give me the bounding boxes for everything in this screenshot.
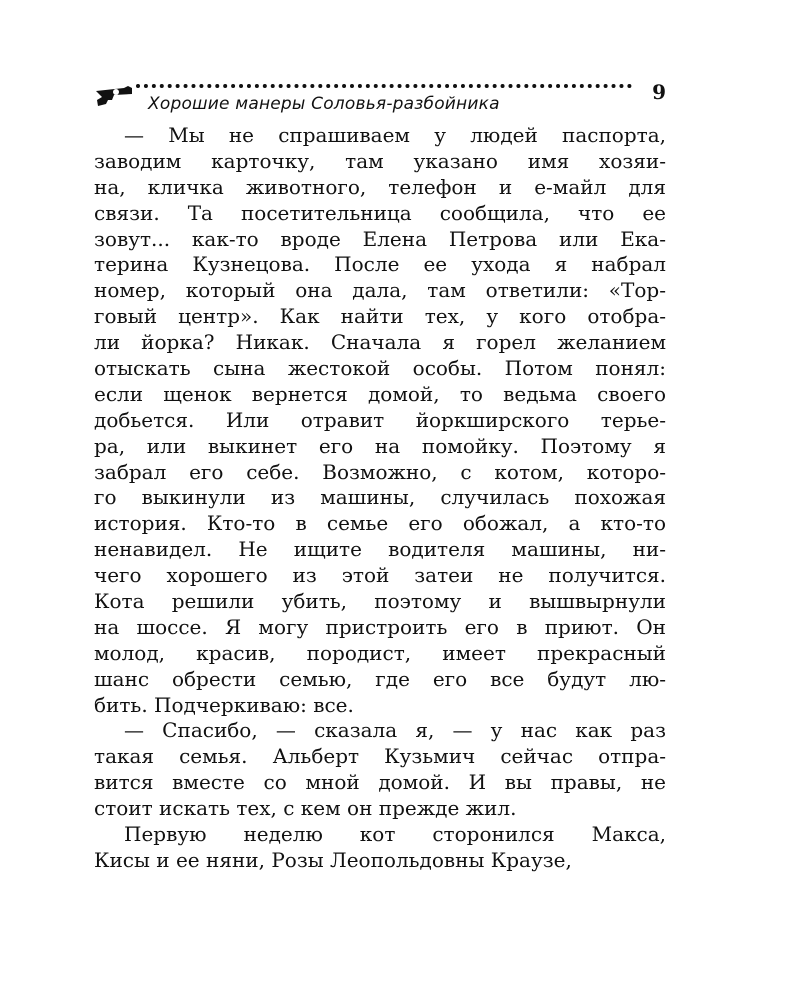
text-line: шанс обрести семью, где его все будут лю- xyxy=(94,666,666,691)
running-title: Хорошие манеры Соловья-разбойника xyxy=(148,94,500,114)
text-line: если щенок вернется домой, то ведьма своего xyxy=(94,381,666,406)
text-line: бить. Подчеркиваю: все. xyxy=(94,692,354,717)
text-line: — Спасибо, — сказала я, — у нас как раз xyxy=(124,718,666,743)
text-line: номер, который она дала, там ответили: «Тор- xyxy=(94,278,666,303)
text-line: Кота решили убить, поэтому и вышвырнули xyxy=(94,589,666,614)
paragraph xyxy=(94,123,666,718)
text-line: добьется. Или отравит йоркширского терье- xyxy=(94,407,666,432)
text-line: забрал его себе. Возможно, с котом, которо- xyxy=(94,459,666,484)
page-number: 9 xyxy=(652,80,666,104)
revolver-icon xyxy=(94,82,138,108)
text-line: стоит искать тех, с кем он прежде жил. xyxy=(94,796,517,821)
text-line: чего хорошего из этой затеи не получится. xyxy=(94,563,666,588)
text-line: терина Кузнецова. После ее ухода я набрал xyxy=(94,252,666,277)
text-line: вится вместе со мной домой. И вы правы, не xyxy=(94,770,666,795)
text-line: связи. Та посетительница сообщила, что ее xyxy=(94,200,666,225)
text-line: такая семья. Альберт Кузьмич сейчас отпра- xyxy=(94,744,666,769)
text-line: ли йорка? Никак. Сначала я горел желанием xyxy=(94,330,666,355)
paragraph xyxy=(94,822,666,874)
text-line: заводим карточку, там указано имя хозяи- xyxy=(94,148,666,173)
text-line: история. Кто-то в семье его обожал, а кто-то xyxy=(94,511,666,536)
text-line: Первую неделю кот сторонился Макса, xyxy=(124,822,666,847)
text-line: молод, красив, породист, имеет прекрасный xyxy=(94,640,666,665)
running-header xyxy=(94,78,666,118)
text-line: ра, или выкинет его на помойку. Поэтому я xyxy=(94,433,666,458)
text-line: — Мы не спрашиваем у людей паспорта, xyxy=(124,123,666,147)
text-line: Кисы и ее няни, Розы Леопольдовны Краузе, xyxy=(94,847,572,872)
text-line: зовут... как-то вроде Елена Петрова или Ека- xyxy=(94,226,666,251)
paragraph xyxy=(94,718,666,822)
text-line: на шоссе. Я могу пристроить его в приют. Он xyxy=(94,614,666,639)
text-line: на, кличка животного, телефон и е-майл для xyxy=(94,174,666,199)
text-line: го выкинули из машины, случилась похожая xyxy=(94,485,666,510)
text-line: говый центр». Как найти тех, у кого отобра- xyxy=(94,304,666,329)
text-line: отыскать сына жестокой особы. Потом понял: xyxy=(94,356,666,381)
dotted-rule xyxy=(136,84,632,88)
text-line: ненавидел. Не ищите водителя машины, ни- xyxy=(94,537,666,562)
body-text xyxy=(94,123,666,874)
